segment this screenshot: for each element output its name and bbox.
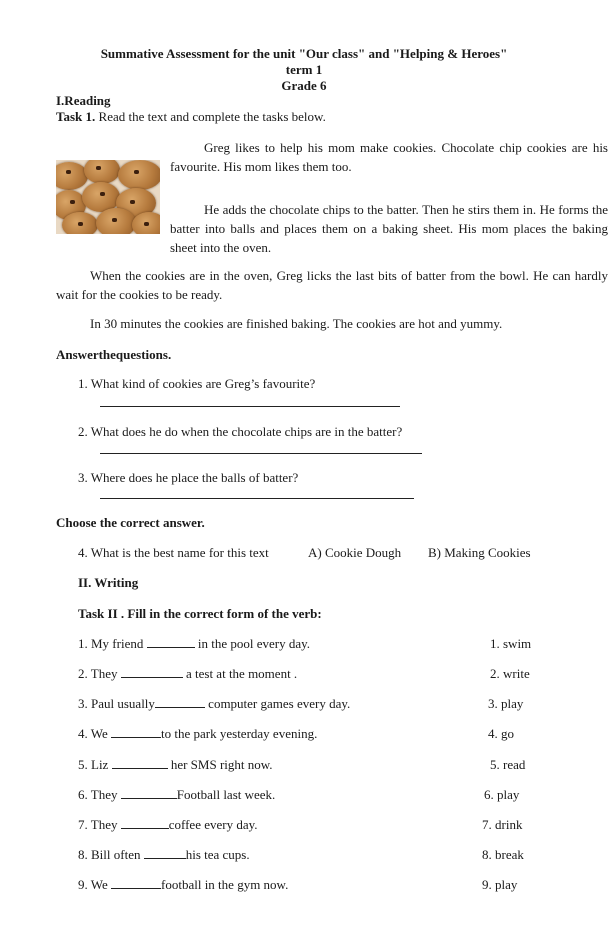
reading-paragraph-1: Greg likes to help his mom make cookies. Chocolate chip cookies are his favourite. His mom likes them too. — [170, 140, 608, 174]
cookies-photo — [56, 160, 160, 234]
verb-item-4: 4. We to the park yesterday evening. — [78, 726, 318, 741]
task1-text: Read the text and complete the tasks below. — [95, 109, 326, 124]
question-1: 1. What kind of cookies are Greg’s favourite? — [78, 376, 316, 391]
blank-3[interactable] — [155, 697, 205, 708]
verb-item-6: 6. They Football last week. — [78, 787, 276, 802]
writing-section-heading: II. Writing — [78, 575, 139, 590]
verb-hint-5: 5. read — [490, 757, 526, 772]
answer-line-1[interactable] — [100, 406, 400, 407]
verb-item-8: 8. Bill often his tea cups. — [78, 847, 250, 862]
verb-hint-8: 8. break — [482, 847, 524, 862]
blank-6[interactable] — [121, 788, 177, 799]
blank-4[interactable] — [111, 727, 161, 738]
verb-item-3: 3. Paul usually computer games every day. — [78, 696, 351, 711]
blank-8[interactable] — [144, 848, 186, 859]
answer-questions-heading: Answerthequestions. — [56, 347, 172, 362]
answer-line-3[interactable] — [100, 498, 414, 499]
blank-7[interactable] — [121, 818, 169, 829]
reading-paragraph-3: When the cookies are in the oven, Greg licks the last bits of batter from the bowl. He can hardly wait for the cookies to be ready. — [56, 268, 608, 302]
verb-hint-4: 4. go — [488, 726, 514, 741]
blank-2[interactable] — [121, 667, 183, 678]
verb-hint-2: 2. write — [490, 666, 530, 681]
question-2: 2. What does he do when the chocolate chips are in the batter? — [78, 424, 403, 439]
verb-hint-3: 3. play — [488, 696, 524, 711]
task1-instruction — [56, 109, 326, 125]
verb-hint-6: 6. play — [484, 787, 520, 802]
verb-hint-9: 9. play — [482, 877, 518, 892]
verb-item-9: 9. We football in the gym now. — [78, 877, 289, 892]
writing-task-instruction: Task II . Fill in the correct form of the verb: — [78, 606, 322, 621]
option-a[interactable]: A) Cookie Dough — [308, 545, 402, 560]
verb-hint-7: 7. drink — [482, 817, 523, 832]
document-title: Summative Assessment for the unit "Our class" and "Helping & Heroes" — [100, 46, 508, 61]
task1-label: Task 1. — [56, 109, 96, 124]
option-b[interactable]: B) Making Cookies — [428, 545, 531, 560]
reading-paragraph-4: In 30 minutes the cookies are finished baking. The cookies are hot and yummy. — [90, 316, 503, 331]
choose-answer-heading: Choose the correct answer. — [56, 515, 205, 530]
question-4: 4. What is the best name for this text — [78, 545, 269, 560]
verb-item-2: 2. They a test at the moment . — [78, 666, 298, 681]
verb-item-1: 1. My friend in the pool every day. — [78, 636, 311, 651]
term-label: term 1 — [285, 62, 323, 77]
reading-section-heading: I.Reading — [56, 93, 111, 108]
blank-5[interactable] — [112, 758, 168, 769]
blank-1[interactable] — [147, 637, 195, 648]
grade-label: Grade 6 — [281, 78, 327, 93]
verb-item-5: 5. Liz her SMS right now. — [78, 757, 273, 772]
reading-paragraph-2: He adds the chocolate chips to the batter. Then he stirs them in. He forms the batter into balls and places them on a baking sheet. His mom places the baking sheet into the oven. — [170, 202, 608, 255]
verb-hint-1: 1. swim — [490, 636, 532, 651]
answer-line-2[interactable] — [100, 453, 422, 454]
question-3: 3. Where does he place the balls of batter? — [78, 470, 299, 485]
verb-item-7: 7. They coffee every day. — [78, 817, 258, 832]
blank-9[interactable] — [111, 878, 161, 889]
